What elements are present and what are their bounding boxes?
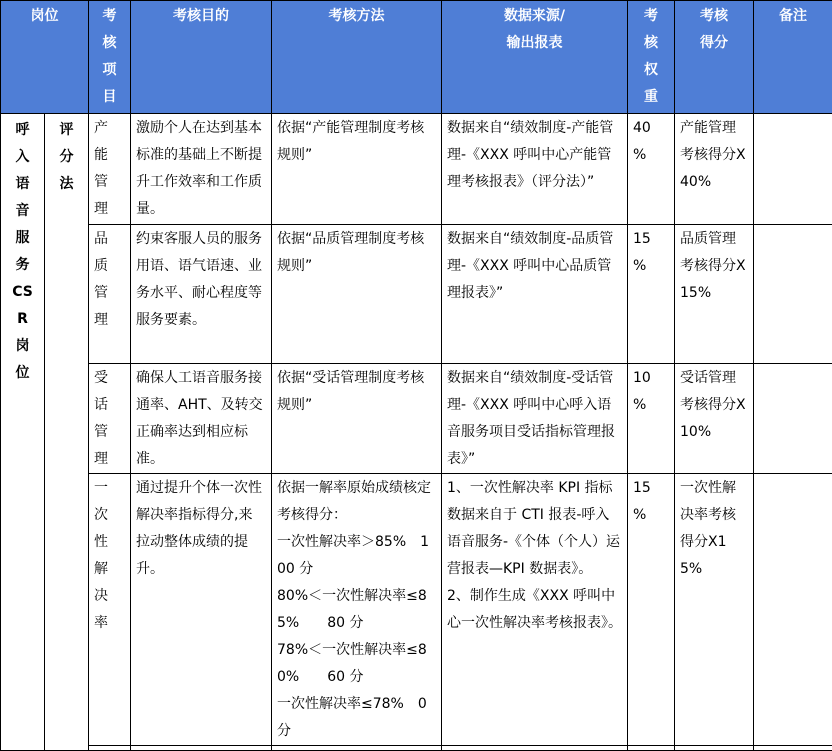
header-weight: 考 核 权 重 [628, 1, 675, 114]
empty-cell [754, 746, 832, 751]
row-score: 一次性解决率考核得分X15% [675, 474, 754, 746]
table-row [1, 114, 832, 225]
empty-cell [89, 746, 131, 751]
table-row-empty [1, 746, 832, 751]
empty-cell [131, 746, 272, 751]
row-score: 品质管理考核得分X15% [675, 225, 754, 364]
row-remark [754, 225, 832, 364]
row-source: 数据来自“绩效制度-受话管理-《XXX 呼叫中心呼入语音服务项目受话指标管理报表》” [442, 364, 628, 474]
row-item: 产 能 管 理 [89, 114, 131, 225]
position-name: 呼 入 语 音 服 务 CS R 岗 位 [1, 114, 45, 751]
header-score: 考核 得分 [675, 1, 754, 114]
row-method: 依据“产能管理制度考核规则” [272, 114, 442, 225]
row-method: 依据“受话管理制度考核规则” [272, 364, 442, 474]
row-source: 数据来自“绩效制度-品质管理-《XXX 呼叫中心品质管理报表》” [442, 225, 628, 364]
row-weight: 10 % [628, 364, 675, 474]
header-purpose: 考核目的 [131, 1, 272, 114]
row-item: 一 次 性 解 决 率 [89, 474, 131, 746]
header-method: 考核方法 [272, 1, 442, 114]
row-remark [754, 474, 832, 746]
empty-cell [272, 746, 442, 751]
row-weight: 15 % [628, 474, 675, 746]
empty-cell [442, 746, 628, 751]
method-name: 评 分 法 [45, 114, 89, 751]
row-method: 依据“品质管理制度考核规则” [272, 225, 442, 364]
row-purpose: 通过提升个体一次性解决率指标得分,来拉动整体成绩的提升。 [131, 474, 272, 746]
row-score: 受话管理考核得分X10% [675, 364, 754, 474]
header-item: 考 核 项 目 [89, 1, 131, 114]
row-score: 产能管理考核得分X40% [675, 114, 754, 225]
table-row [1, 225, 832, 364]
empty-cell [628, 746, 675, 751]
row-purpose: 约束客服人员的服务用语、语气语速、业务水平、耐心程度等服务要素。 [131, 225, 272, 364]
row-remark [754, 364, 832, 474]
table-row [1, 474, 832, 746]
header-row [1, 1, 832, 114]
row-purpose: 激励个人在达到基本标准的基础上不断提升工作效率和工作质量。 [131, 114, 272, 225]
row-item: 受 话 管 理 [89, 364, 131, 474]
row-purpose: 确保人工语音服务接通率、AHT、及转交正确率达到相应标准。 [131, 364, 272, 474]
row-method: 依据一解率原始成绩核定考核得分： 一次性解决率＞85% 100 分 80%＜一次性解决率≤85% 80 分 78%＜一次性解决率≤80% 60 分 一次性解决率≤78% 0 分 [272, 474, 442, 746]
row-weight: 40 % [628, 114, 675, 225]
header-source: 数据来源/ 输出报表 [442, 1, 628, 114]
empty-cell [675, 746, 754, 751]
row-item: 品 质 管 理 [89, 225, 131, 364]
row-source: 数据来自“绩效制度-产能管理-《XXX 呼叫中心产能管理考核报表》（评分法）” [442, 114, 628, 225]
row-remark [754, 114, 832, 225]
table-row [1, 364, 832, 474]
header-remark: 备注 [754, 1, 832, 114]
row-weight: 15 % [628, 225, 675, 364]
row-source: 1、一次性解决率 KPI 指标数据来自于 CTI 报表-呼入语音服务-《个体（个人）运营报表—KPI 数据表》。 2、制作生成《XXX 呼叫中心一次性解决率考核报表》。 [442, 474, 628, 746]
header-position: 岗位 [1, 1, 89, 114]
